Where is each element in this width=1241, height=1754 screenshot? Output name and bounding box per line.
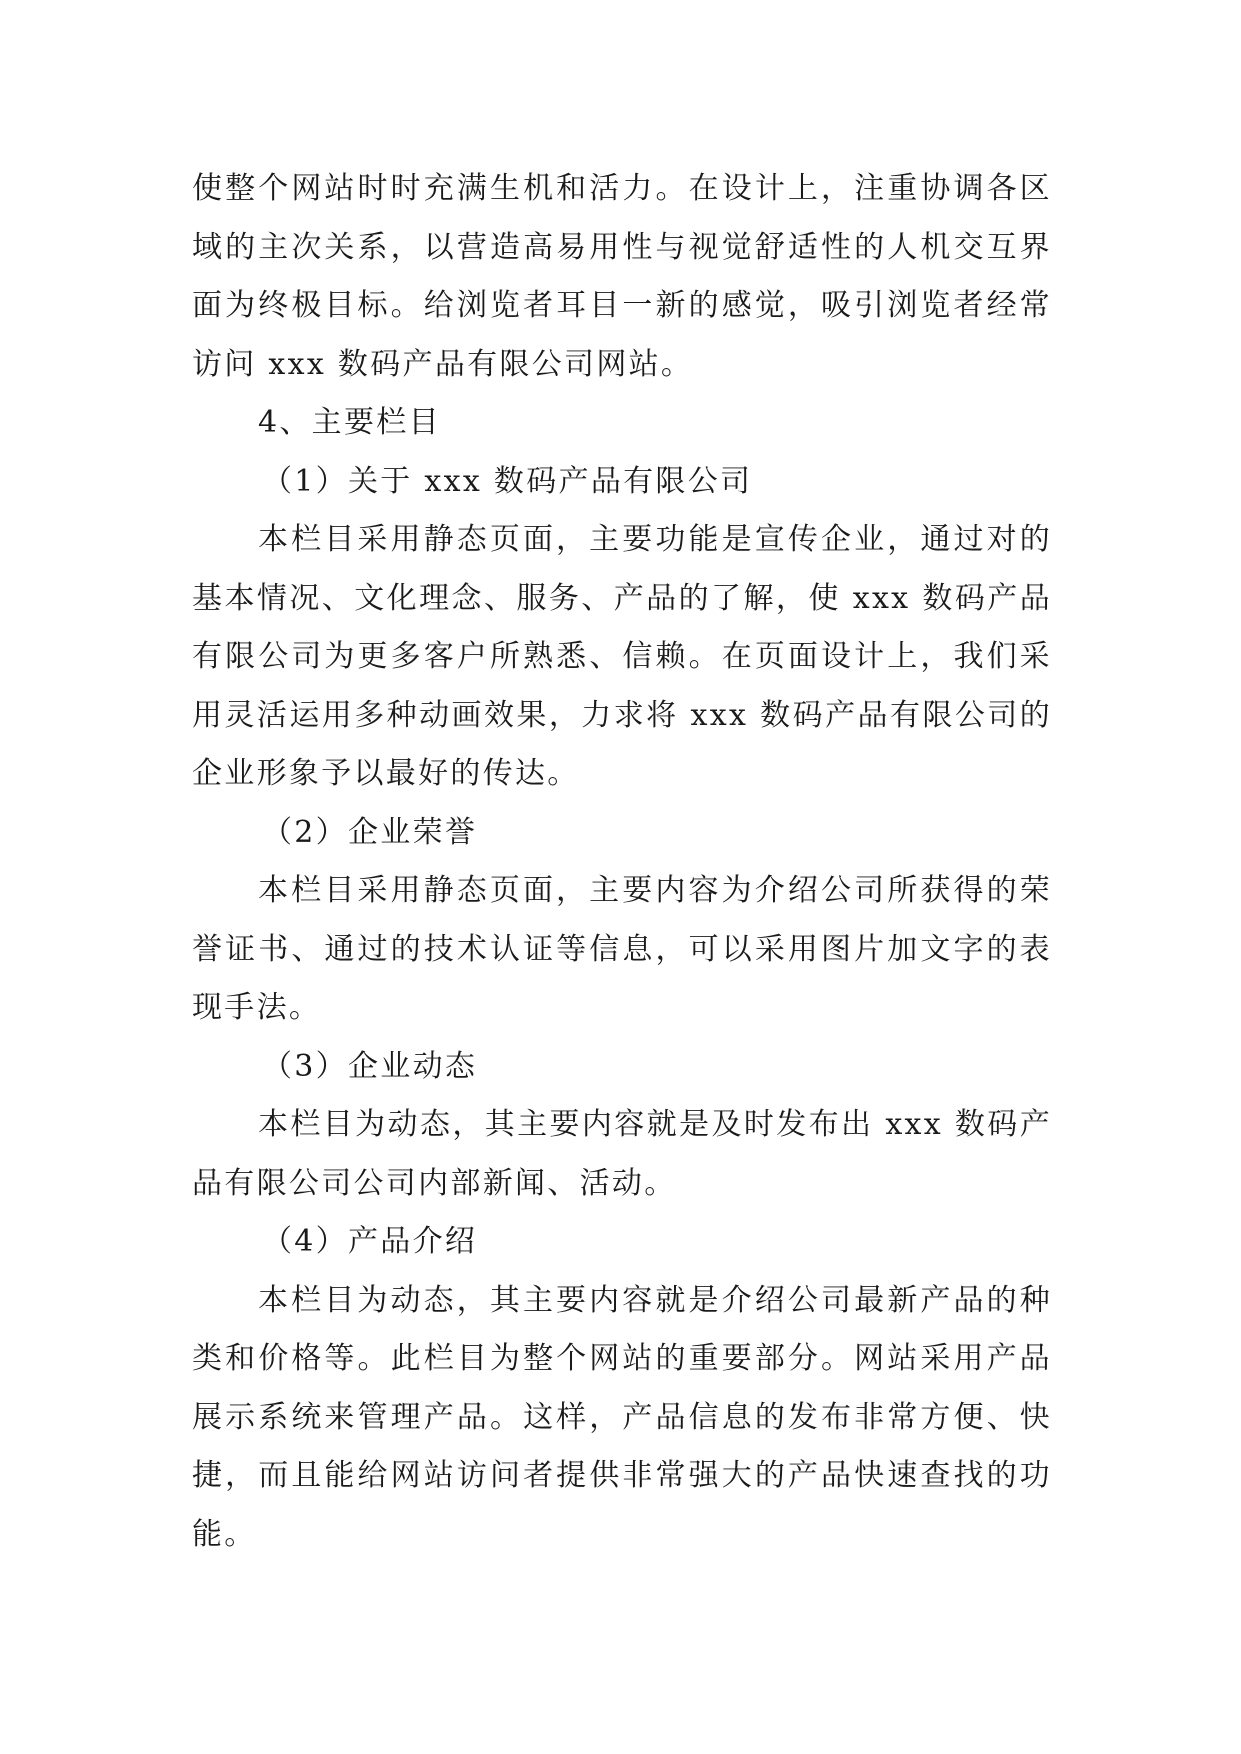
company-news-paragraph: 本栏目为动态，其主要内容就是及时发布出 xxx 数码产品有限公司公司内部新闻、活动。 (192, 1107, 1052, 1201)
about-company-paragraph: 本栏目采用静态页面，主要功能是宣传企业，通过对的基本情况、文化理念、服务、产品的了解，使 xxx 数码产品有限公司为更多客户所熟悉、信赖。在页面设计上，我们采用灵活运用多种动画效果，力求将 xxx 数码产品有限公司的企业形象予以最好的传达。 (192, 522, 1052, 791)
product-intro-paragraph: 本栏目为动态，其主要内容就是介绍公司最新产品的种类和价格等。此栏目为整个网站的重要部分。网站采用产品展示系统来管理产品。这样，产品信息的发布非常方便、快捷，而且能给网站访问者提供非常强大的产品快速查找的功能。 (192, 1282, 1052, 1552)
intro-paragraph: 使整个网站时时充满生机和活力。在设计上，注重协调各区域的主次关系，以营造高易用性与视觉舒适性的人机交互界面为终极目标。给浏览者耳目一新的感觉，吸引浏览者经常访问 xxx 数码产品有限公司网站。 (192, 171, 1052, 382)
subheading-company-honors: （2）企业荣誉 (262, 814, 478, 850)
subheading-about-company: （1）关于 xxx 数码产品有限公司 (262, 463, 753, 499)
subheading-product-intro: （4）产品介绍 (262, 1224, 478, 1259)
document-body (192, 160, 1052, 1564)
subheading-company-news: （3）企业动态 (262, 1048, 478, 1084)
company-honors-paragraph: 本栏目采用静态页面，主要内容为介绍公司所获得的荣誉证书、通过的技术认证等信息，可以采用图片加文字的表现手法。 (192, 873, 1052, 1025)
section-heading-main-columns: 4、主要栏目 (258, 405, 441, 440)
